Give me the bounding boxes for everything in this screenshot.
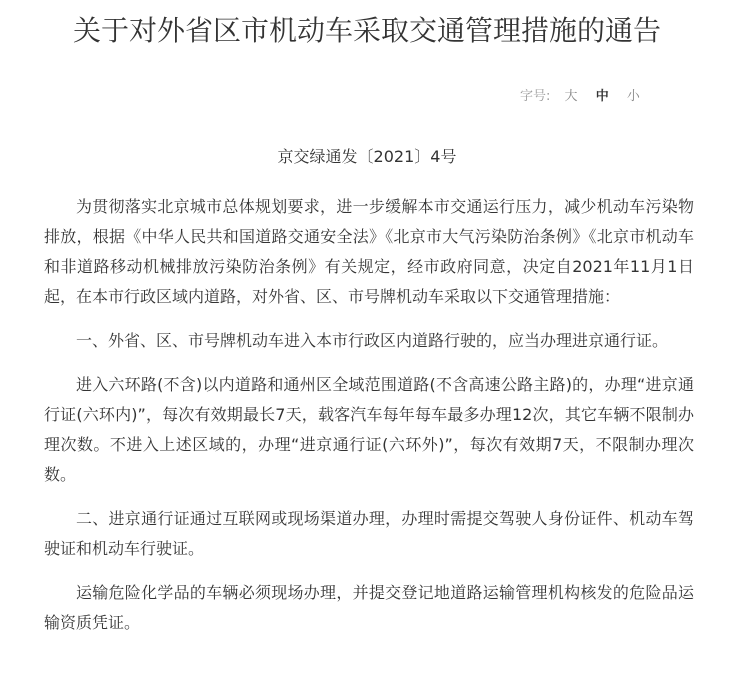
font-size-medium-button[interactable]: 中 (595, 89, 609, 104)
font-size-small-button[interactable]: 小 (626, 89, 640, 104)
page-title: 关于对外省区市机动车采取交通管理措施的通告 (72, 14, 661, 47)
font-size-selector (520, 87, 654, 107)
paragraph-item-1: 一、外省、区、市号牌机动车进入本市行政区内道路行驶的，应当办理进京通行证。 (76, 331, 669, 350)
paragraph-hazmat: 运输危险化学品的车辆必须现场办理，并提交登记地道路运输管理机构核发的危险品运输资质凭证。 (44, 583, 694, 632)
font-size-large-button[interactable]: 大 (564, 89, 578, 104)
paragraph-item-2: 二、进京通行证通过互联网或现场渠道办理，办理时需提交驾驶人身份证件、机动车驾驶证和机动车行驶证。 (44, 509, 694, 558)
paragraph-ring-road-rules: 进入六环路(不含)以内道路和通州区全域范围道路(不含高速公路主路)的，办理“进京通行证(六环内)”，每次有效期最长7天，载客汽车每年每车最多办理12次，其它车辆不限制办理次数。不进入上述区域的，办理“进京通行证(六环外)”，每次有效期7天，不限制办理次数。 (44, 375, 694, 484)
font-size-label: 字号: (520, 89, 551, 104)
paragraph-intro: 为贯彻落实北京城市总体规划要求，进一步缓解本市交通运行压力，减少机动车污染物排放，根据《中华人民共和国道路交通安全法》《北京市大气污染防治条例》《北京市机动车和非道路移动机械排放污染防治条例》有关规定，经市政府同意，决定自2021年11月1日起，在本市行政区域内道路，对外省、区、市号牌机动车采取以下交通管理措施： (44, 197, 694, 306)
document-number: 京交绿通发〔2021〕4号 (277, 147, 457, 166)
article-body (44, 192, 694, 652)
